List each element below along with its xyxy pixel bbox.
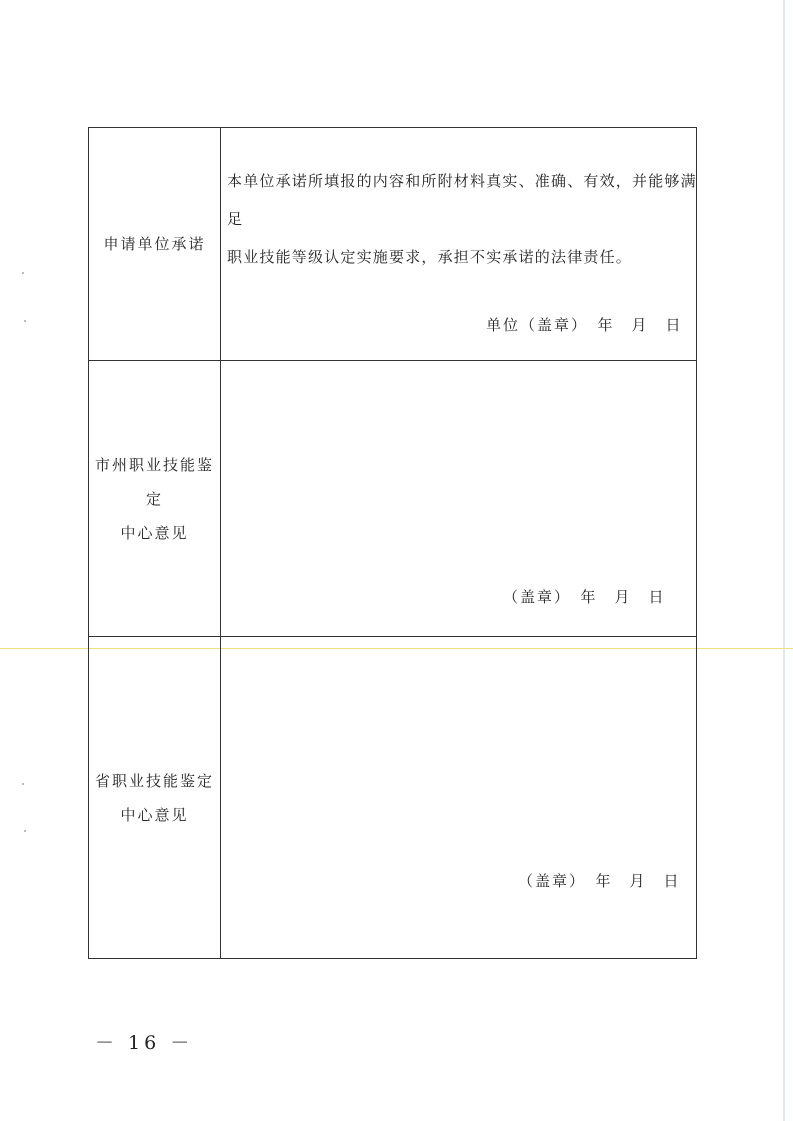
pledge-label-cell (89, 128, 221, 360)
city-center-opinion-row (89, 360, 696, 636)
pledge-content-cell (221, 128, 696, 360)
province-center-label-line-2: 中心意见 (120, 805, 189, 824)
scan-speck (24, 320, 26, 322)
province-center-signature-line: （盖章） 年 月 日 (518, 872, 681, 890)
province-center-opinion-cell (221, 637, 696, 958)
page-edge (783, 0, 785, 1121)
opinion-form-table (88, 127, 697, 959)
page-number: － 16 － (95, 1032, 194, 1054)
pledge-line-2: 职业技能等级认定实施要求，承担不实承诺的法律责任。 (227, 248, 633, 266)
city-center-signature-line: （盖章） 年 月 日 (503, 588, 666, 606)
pledge-signature-line: 单位（盖章） 年 月 日 (486, 316, 683, 334)
city-center-label-line-2: 中心意见 (120, 523, 189, 542)
province-center-label-cell (89, 637, 221, 958)
city-center-label-cell (89, 361, 221, 636)
scan-speck (22, 272, 24, 274)
pledge-row (89, 128, 696, 360)
city-center-opinion-cell (221, 361, 696, 636)
city-center-label-line-1: 市州职业技能鉴定 (94, 455, 214, 508)
pledge-text (227, 162, 697, 276)
province-center-opinion-row (89, 636, 696, 958)
pledge-line-1: 本单位承诺所填报的内容和所附材料真实、准确、有效，并能够满足 (227, 172, 697, 228)
scan-speck (24, 830, 26, 832)
pledge-label: 申请单位承诺 (103, 235, 206, 253)
scan-speck (22, 783, 24, 785)
province-center-label-line-1: 省职业技能鉴定 (94, 771, 214, 790)
